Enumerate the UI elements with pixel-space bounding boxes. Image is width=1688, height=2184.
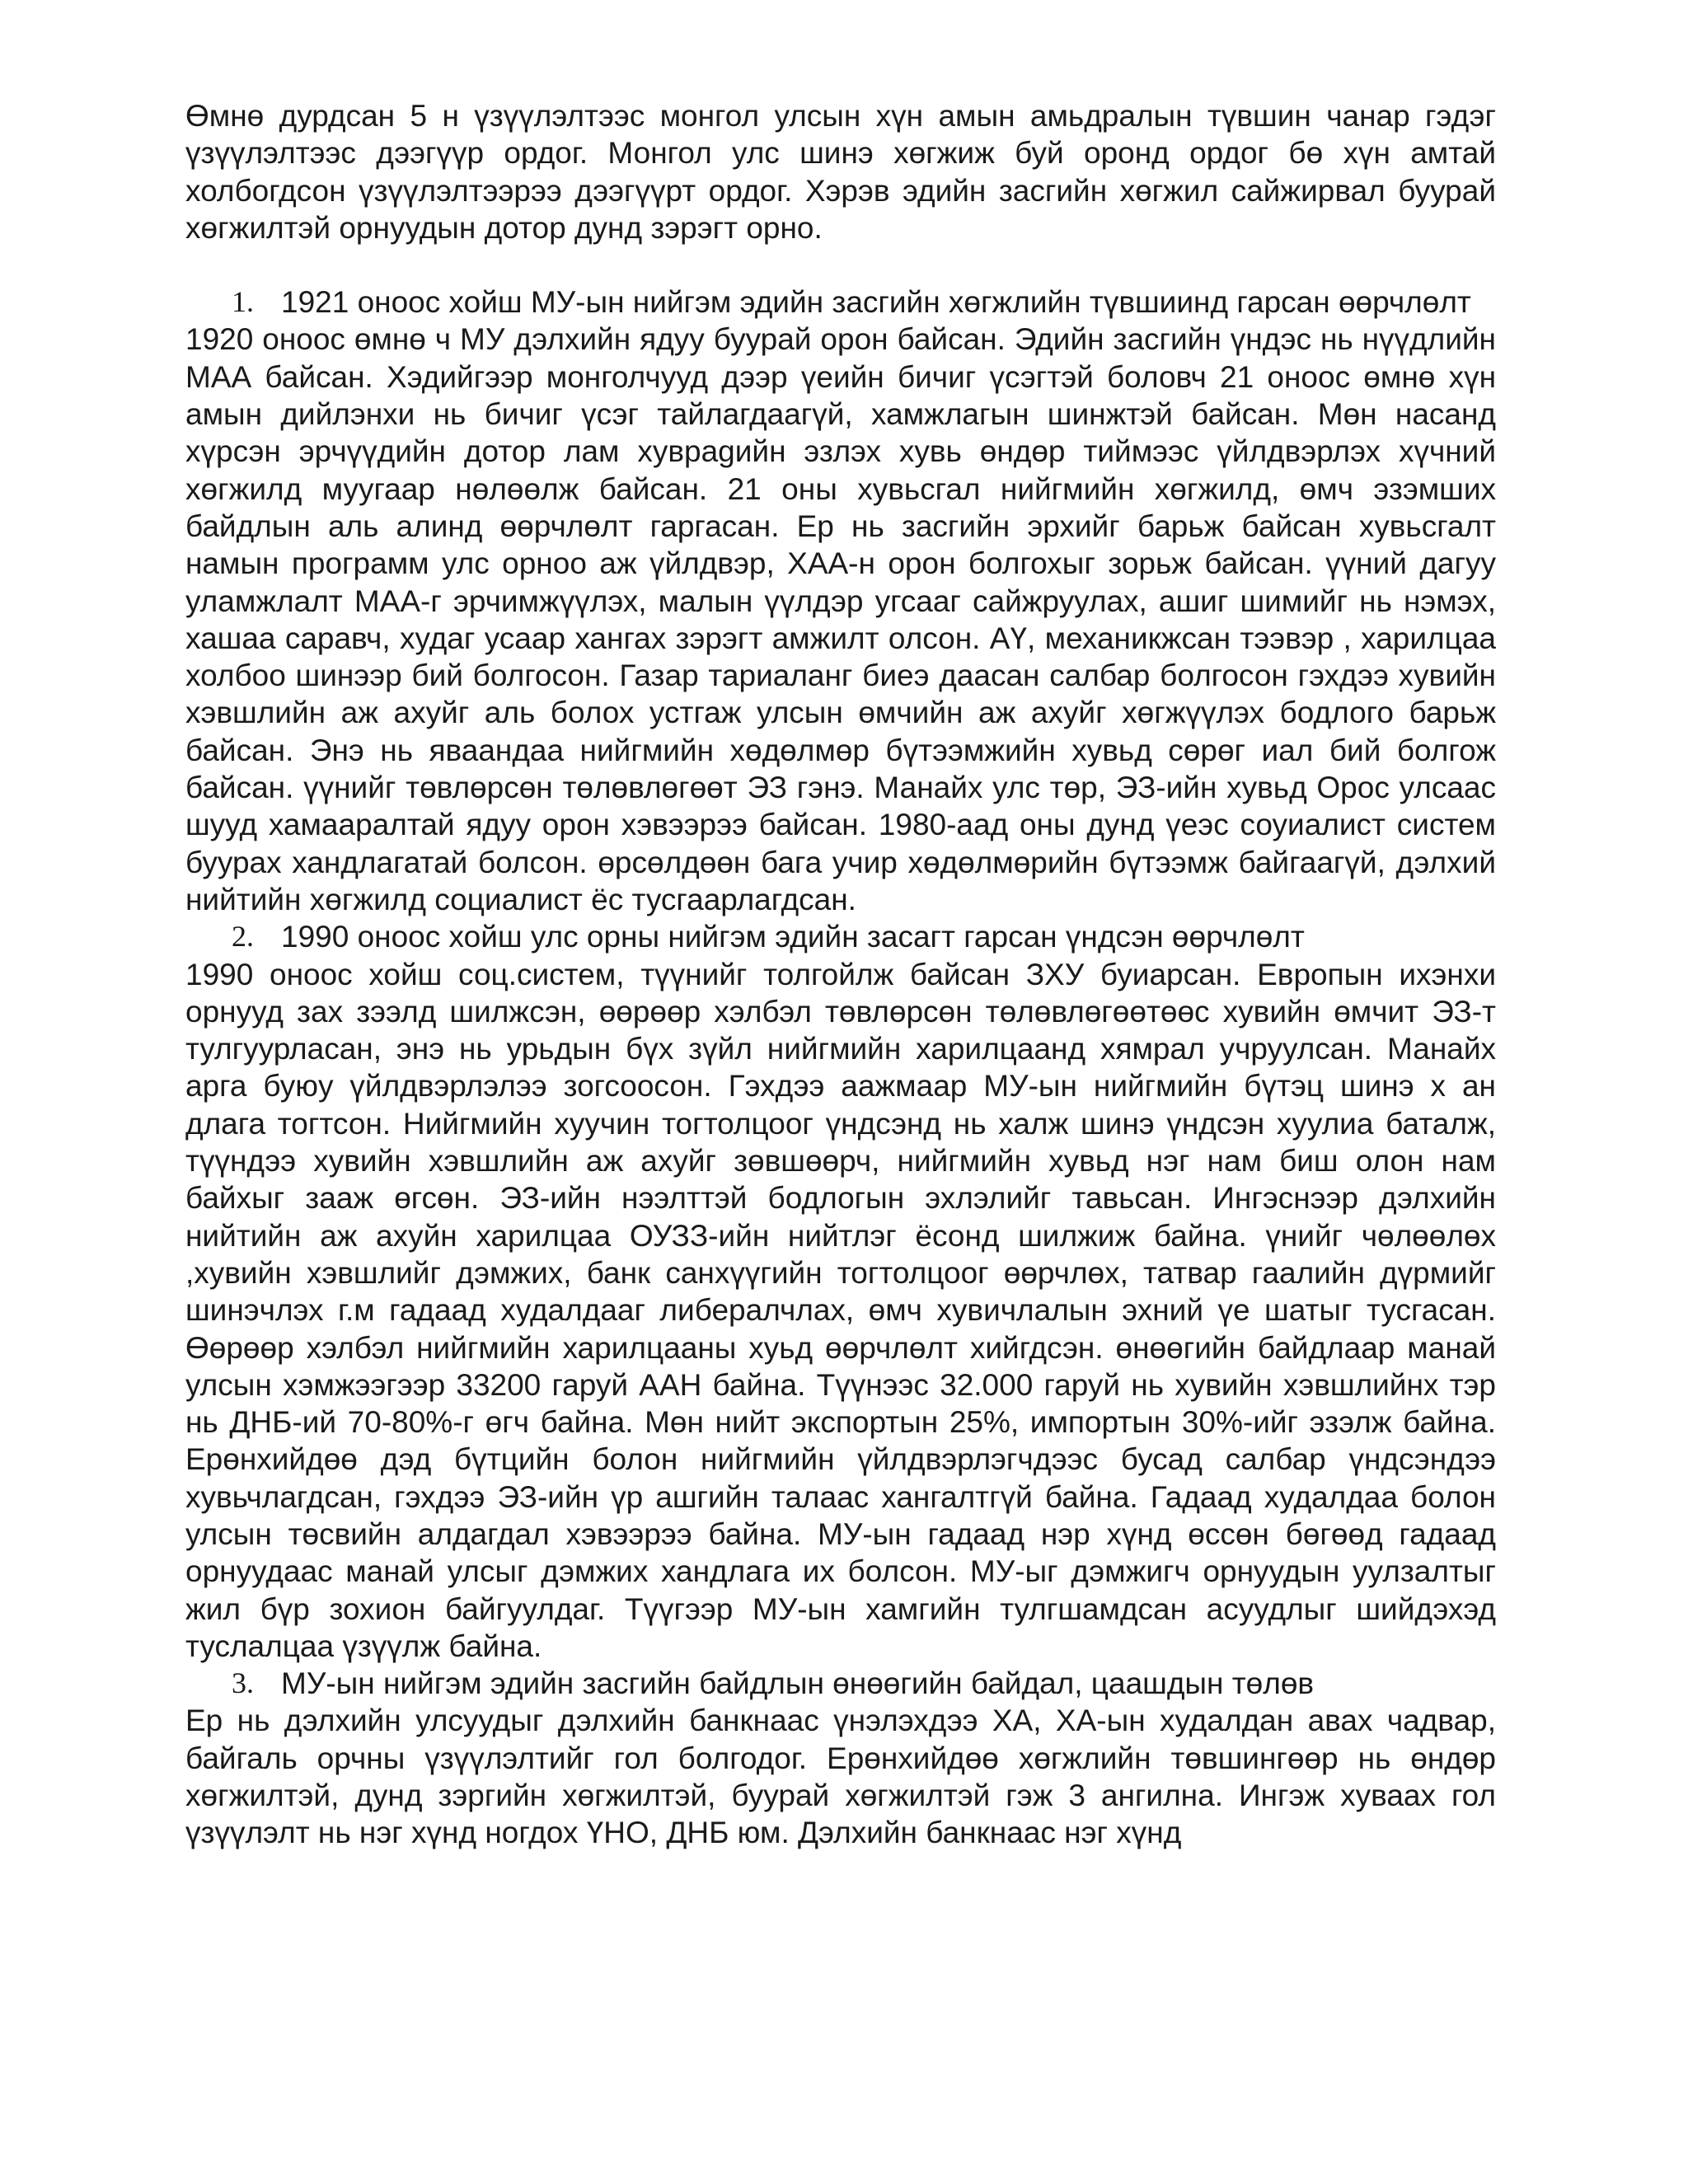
intro-paragraph: Өмнө дурдсан 5 н үзүүлэлтээс монгол улсын хүн амын амьдралын түвшин чанар гэдэг үзүүлэлтээс дээгүүр ордог. Монгол улс шинэ хөгжиж буй оронд ордог бө хүн амтай холбогдсон үзүүлэлтээрээ дээгүүрт ордог. Хэрэв эдийн засгийн хөгжил сайжирвал буурай хөгжилтэй орнуудын дотор дунд зэрэгт орно. (185, 99, 1496, 245)
section-1-title: 1921 оноос хойш МУ-ын нийгэм эдийн засгийн хөгжлийн түвшиинд гарсан өөрчлөлт (281, 285, 1471, 320)
section-3-heading (185, 1665, 1496, 1702)
section-1-body: 1920 оноос өмнө ч МУ дэлхийн ядуу буурай орон байсан. Эдийн засгийн үндэс нь нүүдлийн МАА байсан. Хэдийгээр монголчууд дээр үеийн бичиг үсэгтэй боловч 21 оноос өмнө хүн амын дийлэнхи нь бичиг үсэг тайлагдаагүй, хамжлагын шинжтэй байсан. Мөн насанд хүрсэн эрчүүдийн дотор лам хувраgийн эзлэх хувь өндөр тиймээс үйлдвэрлэх хүчний хөгжилд муугаар нөлөөлж байсан. 21 оны хувьсгал нийгмийн хөгжилд, өмч эзэмших байдлын аль алинд өөрчлөлт гаргасан. Ер нь засгийн эрхийг барьж байсан хувьсгалт намын программ улс орноо аж үйлдвэр, ХАА-н орон болгохыг зорьж байсан. үүний дагуу уламжлалт МАА-г эрчимжүүлэх, малын үүлдэр угсааг сайжруулах, ашиг шимийг нь нэмэх, хашаа саравч, худаг усаар хангах зэрэгт амжилт олсон. АҮ, механикжсан тээвэр , харилцаа холбоо шинээр бий болгосон. Газар тариаланг биеэ даасан салбар болгосон гэхдээ хувийн хэвшлийн аж ахуйг аль болох устгаж улсын өмчийн аж ахуйг хөгжүүлэх бодлого барьж байсан. Энэ нь яваандаа нийгмийн хөдөлмөр бүтээмжийн хувьд сөрөг иал бий болгож байсан. үүнийг төвлөрсөн төлөвлөгөөт ЭЗ гэнэ. Манайх улс төр, ЭЗ-ийн хувьд Орос улсаас шууд хамааралтай ядуу орон хэвээрээ байсан. 1980-аад оны дунд үеэс соуиалист систем буурах хандлагатай болсон. өрсөлдөөн бага учир хөдөлмөрийн бүтээмж байгаагүй, дэлхий нийтийн хөгжилд социалист ёс тусгаарлагдсан. (185, 322, 1496, 916)
section-3-number: 3. (232, 1666, 254, 1700)
section-2-title: 1990 оноос хойш улс орны нийгэм эдийн засагт гарсан үндсэн өөрчлөлт (281, 920, 1305, 954)
document-page (185, 97, 1496, 1852)
section-3-body: Ер нь дэлхийн улсуудыг дэлхийн банкнаас үнэлэхдээ ХА, ХА-ын худалдан авах чадвар, байгаль орчны үзүүлэлтийг гол болгодог. Ерөнхийдөө хөгжлийн төвшингөөр нь өндөр хөгжилтэй, дунд зэргийн хөгжилтэй, буурай хөгжилтэй гэж 3 ангилна. Ингэж хуваах гол үзүүлэлт нь нэг хүнд ногдох ҮНО, ДНБ юм. Дэлхийн банкнаас нэг хүнд (185, 1704, 1496, 1850)
section-2-heading (185, 918, 1496, 955)
section-1-number: 1. (232, 285, 254, 319)
section-1-heading (185, 284, 1496, 321)
section-3-title: МУ-ын нийгэм эдийн засгийн байдлын өнөөгийн байдал, цаашдын төлөв (281, 1666, 1315, 1701)
section-2-body: 1990 оноос хойш соц.систем, түүнийг толгойлж байсан ЗХУ буиарсан. Европын ихэнхи орнууд зах зээлд шилжсэн, өөрөөр хэлбэл төвлөрсөн төлөвлөгөөтөөс хувийн өмчит ЭЗ-т тулгуурласан, энэ нь урьдын бүх зүйл нийгмийн харилцаанд хямрал учруулсан. Манайх арга буюу үйлдвэрлэлээ зогсоосон. Гэхдээ аажмаар МУ-ын нийгмийн бүтэц шинэ х ан длага тогтсон. Нийгмийн хуучин тогтолцоог үндсэнд нь халж шинэ үндсэн хуулиа баталж, түүндээ хувийн хэвшлийн аж ахуйг зөвшөөрч, нийгмийн хувьд нэг нам биш олон нам байхыг зааж өгсөн. ЭЗ-ийн нээлттэй бодлогын эхлэлийг тавьсан. Ингэснээр дэлхийн нийтийн аж ахуйн харилцаа ОУЗЗ-ийн нийтлэг ёсонд шилжиж байна. үнийг чөлөөлөх ,хувийн хэвшлийг дэмжих, банк санхүүгийн тогтолцоог өөрчлөх, татвар гаалийн дүрмийг шинэчлэх г.м гадаад худалдааг либералчлах, өмч хувичлалын эхний үе шатыг тусгасан. Өөрөөр хэлбэл нийгмийн харилцааны хуьд өөрчлөлт хийгдсэн. өнөөгийн байдлаар манай улсын хэмжээгээр 33200 гаруй ААН байна. Түүнээс 32.000 гаруй нь хувийн хэвшлийнх тэр нь ДНБ-ий 70-80%-г өгч байна. Мөн нийт экспортын 25%, импортын 30%-ийг эзэлж байна. Ерөнхийдөө дэд бүтцийн болон нийгмийн үйлдвэрлэгчдээс бусад салбар үндсэндээ хувьчлагдсан, гэхдээ ЭЗ-ийн үр ашгийн талаас хангалтгүй байна. Гадаад худалдаа болон улсын төсвийн алдагдал хэвээрээ байна. МУ-ын гадаад нэр хүнд өссөн бөгөөд гадаад орнуудаас манай улсыг дэмжих хандлага их болсон. МУ-ыг дэмжигч орнуудын уулзалтыг жил бүр зохион байгуулдаг. Түүгээр МУ-ын хамгийн тулгшамдсан асуудлыг шийдэхэд туслалцаа үзүүлж байна. (185, 957, 1496, 1663)
section-2-number: 2. (232, 920, 254, 954)
